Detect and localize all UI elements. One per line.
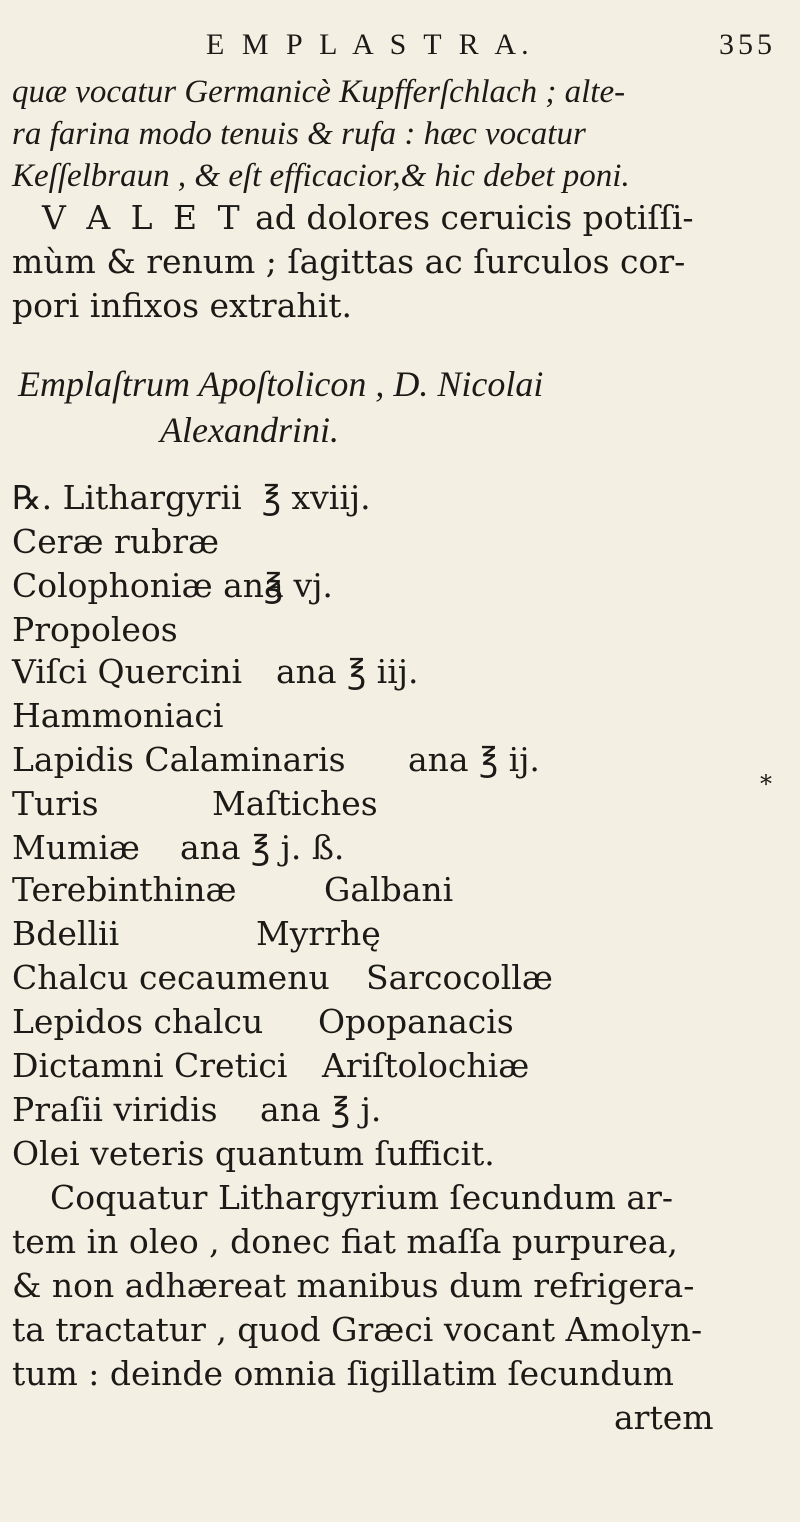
valet-line-3: pori infixos extrahit. — [12, 286, 352, 325]
method-line-3: & non adhæreat manibus dum refrigera- — [12, 1266, 695, 1305]
intro-line-2: ra farina modo tenuis & rufa : hæc vocatur — [12, 116, 586, 152]
ingredient-dose: ana ℥ j. — [260, 1090, 382, 1129]
ingredient-name-col2: Opopanacis — [318, 1002, 514, 1041]
intro-line-1: quæ vocatur Germanicè Kupfferſchlach ; alte- — [12, 74, 626, 110]
ingredient-dose: ana ℥ iij. — [276, 652, 419, 691]
ingredient-name-col2: Ariſtolochiæ — [322, 1046, 530, 1085]
ingredient-name: Bdellii — [12, 914, 120, 953]
ingredient-name: Olei veteris quantum ſufficit. — [12, 1134, 495, 1173]
ingredient-name: Viſci Quercini — [12, 652, 243, 691]
page-number: 355 — [719, 28, 776, 61]
ingredient-dose: ℥ xviij. — [262, 478, 371, 517]
catchword: artem — [614, 1398, 714, 1437]
method-line-4: ta tractatur , quod Græci vocant Amolyn- — [12, 1310, 703, 1349]
method-line-5: tum : deinde omnia ſigillatim ſecundum — [12, 1354, 674, 1393]
ingredient-name: ℞. Lithargyrii — [12, 478, 242, 517]
ingredient-name-col2: Myrrhę — [256, 914, 381, 953]
ingredient-name: Ceræ rubræ — [12, 522, 220, 561]
recipe-title-line-1: Emplaſtrum Apoſtolicon , D. Nicolai — [18, 364, 544, 404]
ingredient-name-col2: Maſtiches — [212, 784, 378, 823]
ingredient-name: Lepidos chalcu — [12, 1002, 264, 1041]
method-line-1: Coquatur Lithargyrium ſecundum ar- — [50, 1178, 674, 1217]
valet-line-2: mùm & renum ; ſagittas ac ſurculos cor- — [12, 242, 686, 281]
ingredient-dose: ℥ vj. — [264, 566, 333, 605]
method-line-2: tem in oleo , donec fiat maſſa purpurea, — [12, 1222, 678, 1261]
ingredient-name: Turis — [12, 784, 99, 823]
ingredient-name: Colophoniæ ana — [12, 566, 284, 605]
valet-text-1: ad dolores ceruicis potiſſi- — [244, 198, 694, 237]
ingredient-name: Mumiæ — [12, 828, 140, 867]
header-title: E M P L A S T R A. — [206, 28, 534, 61]
valet-lead: V A L E T — [42, 198, 245, 237]
running-header — [206, 28, 776, 68]
ingredient-name: Praſii viridis — [12, 1090, 218, 1129]
margin-asterisk: * — [760, 770, 772, 798]
ingredient-name: Propoleos — [12, 610, 178, 649]
ingredient-name: Lapidis Calaminaris — [12, 740, 346, 779]
ingredient-name-col2: Galbani — [324, 870, 454, 909]
ingredient-dose: ana ℥ j. ß. — [180, 828, 345, 867]
ingredient-dose: ana ℥ ij. — [408, 740, 540, 779]
intro-line-3: Keſſelbraun , & eſt efficacior,& hic debet poni. — [12, 158, 630, 194]
ingredient-name: Dictamni Cretici — [12, 1046, 288, 1085]
ingredient-name: Hammoniaci — [12, 696, 224, 735]
valet-line-1 — [42, 196, 694, 240]
ingredient-name: Terebinthinæ — [12, 870, 237, 909]
ingredient-name: Chalcu cecaumenu — [12, 958, 330, 997]
recipe-title-line-2: Alexandrini. — [160, 410, 339, 450]
ingredient-name-col2: Sarcocollæ — [366, 958, 553, 997]
